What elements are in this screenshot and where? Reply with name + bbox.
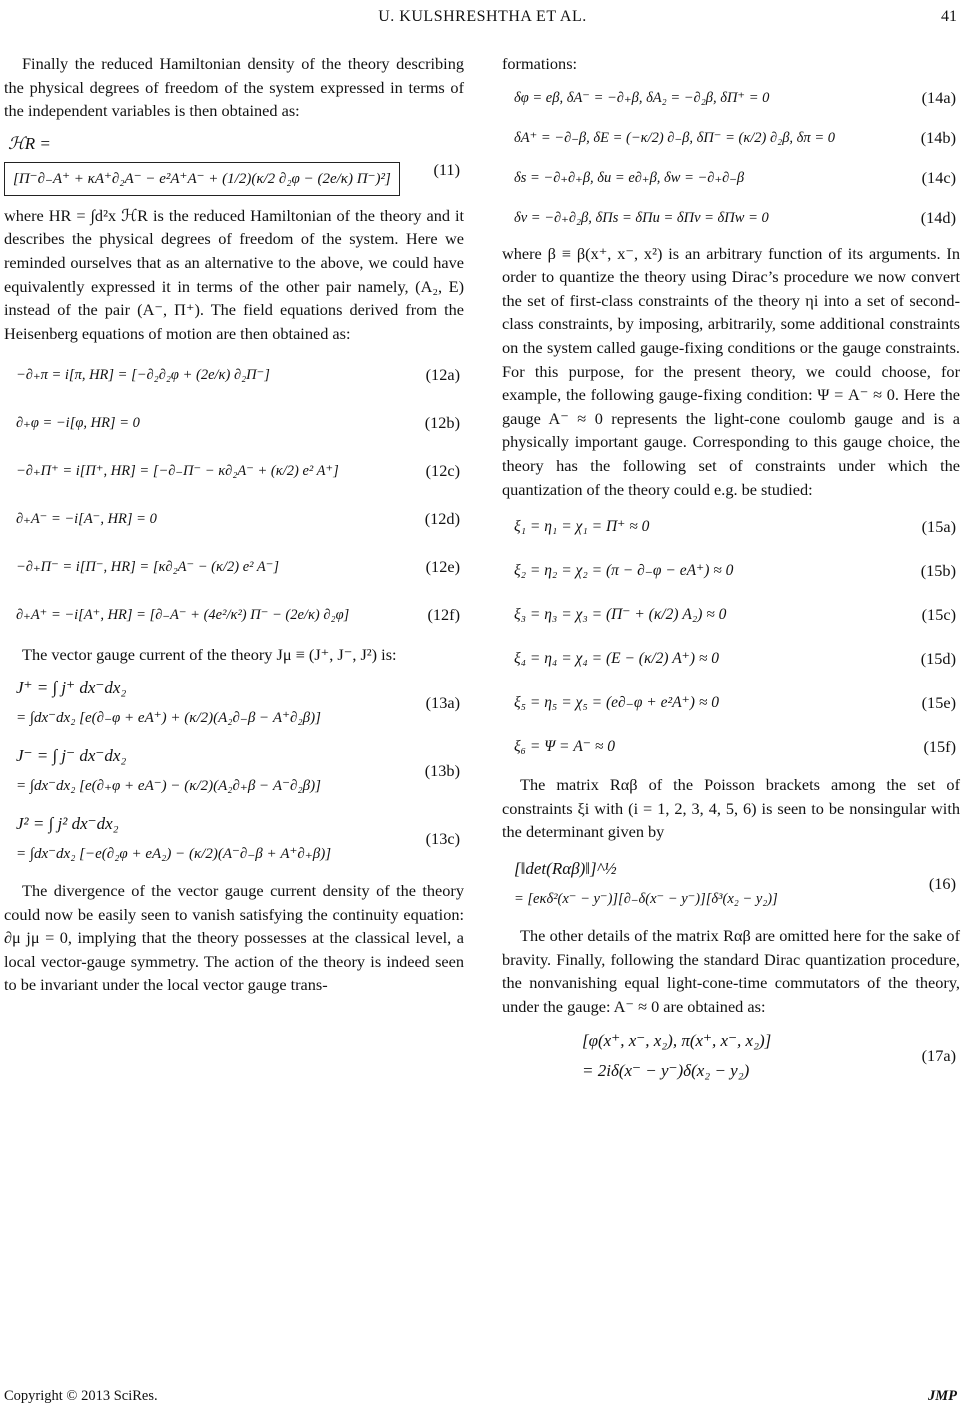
copyright-notice: Copyright © 2013 SciRes. [4,1388,158,1404]
paragraph: formations: [502,54,578,73]
equation-11-expr: [Π⁻∂₋A⁺ + κA⁺∂₂A⁻ − e²A⁺A⁻ + (1/2)(κ/2 ∂₂φ − (2e/κ) Π⁻)²] [4,162,400,196]
equation-number: (12a) [425,365,460,385]
equation-13c-line1: J² = ∫ j² dx⁻dx₂ [16,813,119,833]
equation-row [502,729,960,765]
equation-expr: ∂₊A⁻ = −i[A⁻, HR] = 0 [16,511,157,528]
equation-row [4,403,464,443]
equation-11-lhs: ℋR = [8,133,51,153]
equation-number: (15f) [923,737,956,757]
equation-expr: ξ₄ = η₄ = χ₄ = (E − (κ/2) A⁺) ≈ 0 [514,650,720,668]
paragraph: The matrix Rαβ of the Poisson brackets among the set of constraints ξi with (i = 1, 2, 3, 4, 5, 6) is seen to be nonsingular with the determinant given by [502,775,960,842]
equation-expr: ξ₁ = η₁ = χ₁ = Π⁺ ≈ 0 [514,518,650,536]
equation-number: (12d) [424,509,460,529]
journal-abbrev: JMP [928,1388,957,1404]
equation-number: (16) [928,873,956,893]
equation-row [4,595,464,635]
equation-expr: ∂₊φ = −i[φ, HR] = 0 [16,415,140,432]
equation-number: (15d) [920,649,956,669]
equation-expr: −∂₊π = i[π, HR] = [−∂₂∂₂φ + (2e/κ) ∂₂Π⁻] [16,367,270,384]
equation-number: (13a) [425,692,460,712]
equation-expr: −∂₊Π⁺ = i[Π⁺, HR] = [−∂₋Π⁻ − κ∂₂A⁻ + (κ/2) e² A⁺] [16,463,339,480]
equation-expr: ξ₂ = η₂ = χ₂ = (π − ∂₋φ − eA⁺) ≈ 0 [514,562,734,580]
equation-16-line2: = [eκδ²(x⁻ − y⁻)][∂₋δ(x⁻ − y⁻)][δ³(x₂ − y₂)] [514,890,778,907]
equation-number: (15a) [921,517,956,537]
equation-number: (13b) [424,760,460,780]
equation-group-12 [4,355,464,635]
equation-group-15 [502,509,960,765]
equation-row [4,499,464,539]
paragraph: The divergence of the vector gauge current density of the theory could now be easily seen to vanish satisfying the continuity equation: ∂μ jμ = 0, implying that the theory possesses at the classical level, a local vector-gauge symmetry. The action of the theory is indeed seen to be invariant under the local vector gauge trans- [4,880,464,995]
equation-13b-line2: = ∫dx⁻dx₂ [e(∂₊φ + eA⁻) − (κ/2)(A₂∂₊β − A⁻∂₂β)] [16,777,321,794]
equation-row [502,553,960,589]
equation-number: (14a) [921,87,956,107]
equation-row [4,547,464,587]
right-column [502,52,960,1094]
equation-number: (15e) [921,693,956,713]
equation-expr: ξ₃ = η₃ = χ₃ = (Π⁻ + (κ/2) A₂) ≈ 0 [514,606,727,624]
equation-number: (12c) [425,461,460,481]
equation-number: (14d) [920,207,956,227]
equation-13a-line1: J⁺ = ∫ j⁺ dx⁻dx₂ [16,677,127,697]
equation-expr: δs = −∂₊∂₊β, δu = e∂₊β, δw = −∂₊∂₋β [514,169,745,186]
equation-row [502,685,960,721]
equation-row [4,451,464,491]
page-number: 41 [941,8,957,25]
equation-number: (15c) [921,605,956,625]
equation-17a-line2: = 2iδ(x⁻ − y⁻)δ(x₂ − y₂) [582,1061,750,1081]
equation-row [502,641,960,677]
equation-group-14 [502,82,960,234]
equation-number: (12e) [425,557,460,577]
equation-13a-line2: = ∫dx⁻dx₂ [e(∂₋φ + eA⁺) + (κ/2)(A₂∂₋β − A⁺∂₂β)] [16,709,321,726]
equation-row [502,509,960,545]
equation-expr: δv = −∂₊∂₂β, δΠs = δΠu = δΠv = δΠw = 0 [514,209,769,226]
equation-16 [502,854,960,914]
equation-16-line1: [‖det(Rαβ)‖]^½ [514,858,617,878]
equation-17a [502,1026,960,1086]
equation-number: (12f) [427,605,460,625]
equation-13b [4,741,464,801]
equation-13a [4,673,464,733]
paragraph: Finally the reduced Hamiltonian density of the theory describing the physical degrees of freedom of the system expressed in terms of the independent variables is then obtained as: [4,54,464,121]
equation-expr: −∂₊Π⁻ = i[Π⁻, HR] = [κ∂₂A⁻ − (κ/2) e² A⁻] [16,559,279,576]
equation-13c [4,809,464,869]
left-column [4,52,464,997]
page-header [0,8,965,32]
paragraph: where β ≡ β(x⁺, x⁻, x²) is an arbitrary function of its arguments. In order to quantize the theory using Dirac’s procedure we now convert the set of first-class constraints of the theory ηi into a set of second-class constraints, by imposing, arbitrarily, some additional constraints on the system called gauge-fixing conditions or the gauge constraints. For this purpose, for the present theory, we could choose, for example, the following gauge-fixing condition: Ψ = A⁻ ≈ 0. Here the gauge A⁻ ≈ 0 represents the light-cone coulomb gauge and is a physically important gauge. Corresponding to this gauge choice, the theory has the following set of constraints under which the quantization of the theory could e.g. be studied: [502,243,960,499]
equation-13b-line1: J⁻ = ∫ j⁻ dx⁻dx₂ [16,745,127,765]
equation-number: (13c) [425,828,460,848]
equation-number: (14c) [921,167,956,187]
equation-11 [4,127,464,196]
equation-row [502,82,960,114]
paragraph: The vector gauge current of the theory Jμ ≡ (J⁺, J⁻, J²) is: [22,645,397,665]
equation-expr: ξ₆ = Ψ = A⁻ ≈ 0 [514,738,615,756]
equation-expr: ∂₊A⁺ = −i[A⁺, HR] = [∂₋A⁻ + (4e²/κ²) Π⁻ − (2e/κ) ∂₂φ] [16,607,350,624]
equation-17a-line1: [φ(x⁺, x⁻, x₂), π(x⁺, x⁻, x₂)] [582,1031,772,1051]
equation-expr: ξ₅ = η₅ = χ₅ = (e∂₋φ + e²A⁺) ≈ 0 [514,694,719,712]
equation-row [4,355,464,395]
running-title: U. KULSHRESHTHA ET AL. [378,8,587,25]
equation-number: (12b) [424,413,460,433]
equation-row [502,122,960,154]
equation-expr: δφ = eβ, δA⁻ = −∂₊β, δA₂ = −∂₂β, δΠ⁺ = 0 [514,89,770,106]
equation-number: (17a) [921,1046,956,1066]
paragraph: The other details of the matrix Rαβ are omitted here for the sake of bravity. Finally, following the standard Dirac quantization procedure, the nonvanishing equal light-cone-time commutators of the theory, under the gauge: A⁻ ≈ 0 are obtained as: [502,925,960,1016]
equation-row [502,202,960,234]
equation-row [502,597,960,633]
equation-row [502,162,960,194]
equation-number: (11) [433,159,460,179]
page-footer [0,1388,965,1410]
equation-number: (14b) [920,127,956,147]
equation-13c-line2: = ∫dx⁻dx₂ [−e(∂₂φ + eA₂) − (κ/2)(A⁻∂₋β + A⁺∂₊β)] [16,845,332,862]
equation-expr: δA⁺ = −∂₋β, δE = (−κ/2) ∂₋β, δΠ⁻ = (κ/2) ∂₂β, δπ = 0 [514,129,835,146]
equation-number: (15b) [920,561,956,581]
paragraph: where HR = ∫d²x ℋR is the reduced Hamiltonian of the theory and it describes the physical degrees of freedom of the system. Here we reminded ourselves that as an alternative to the above, we could have equivalently expressed it in terms of the other pair namely, (A₂, E) instead of the pair (A⁻, Π⁺). The field equations derived from the Heisenberg equations of motion are then obtained as: [4,205,464,343]
